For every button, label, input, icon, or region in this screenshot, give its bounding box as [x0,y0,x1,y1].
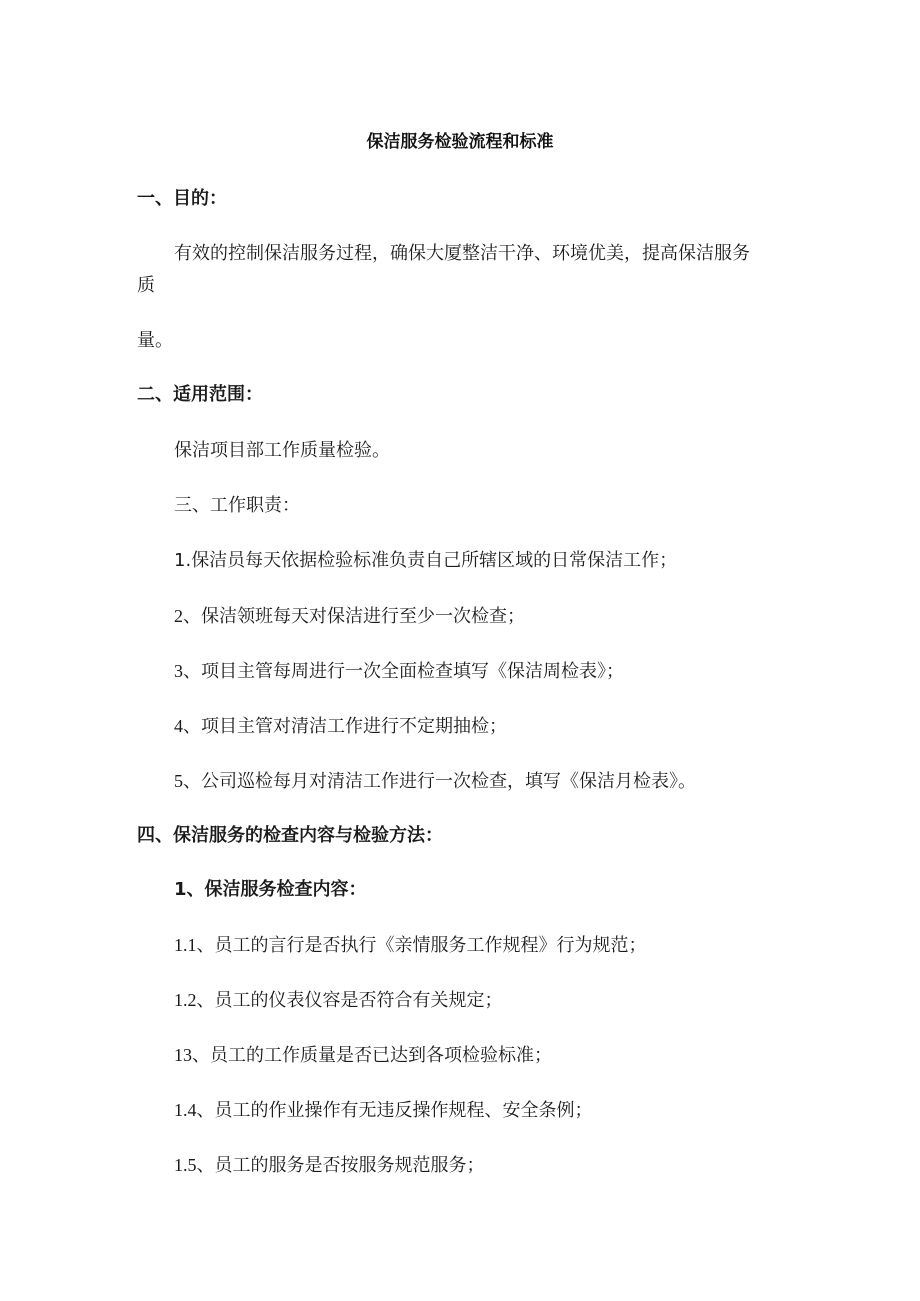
section-heading-inspection: 四、保洁服务的检查内容与检验方法： [137,825,443,846]
inspection-item-number: 1.4 [174,1100,197,1120]
section-heading-purpose: 一、目的： [137,188,227,209]
inspection-item-text: 、员工的仪表仪容是否符合有关规定； [196,990,503,1011]
duty-item [174,769,696,794]
subheading-inspection-content: 1、保洁服务检查内容： [174,879,367,900]
duty-item-number: 3、 [174,661,201,681]
inspection-item-number: 1.5 [174,1155,197,1175]
duty-item-number: 5、 [174,771,201,791]
duty-item [174,549,677,573]
duty-item-number: 4、 [174,716,201,736]
purpose-paragraph-line-2: 质 [137,275,155,296]
section-heading-scope: 二、适用范围： [137,384,263,405]
duty-item [174,714,507,739]
scope-paragraph: 保洁项目部工作质量检验。 [174,440,390,461]
inspection-item-text: 、员工的作业操作有无违反操作规程、安全条例； [196,1100,593,1121]
inspection-item [174,1153,485,1178]
duty-item [174,604,525,629]
duty-item-number: 2、 [174,606,201,626]
inspection-item-number: 13 [174,1045,192,1065]
purpose-paragraph-line-1: 有效的控制保洁服务过程，确保大厦整洁干净、环境优美，提高保洁服务 [174,243,750,264]
inspection-item [174,988,503,1013]
duty-item [174,659,624,684]
inspection-item-text: 、员工的言行是否执行《亲情服务工作规程》行为规范； [196,935,647,956]
duty-item-text: 公司巡检每月对清洁工作进行一次检查，填写《保洁月检表》。 [201,771,696,792]
duty-item-text: 保洁领班每天对保洁进行至少一次检查； [201,606,525,627]
document-title: 保洁服务检验流程和标准 [366,132,554,152]
duty-item-number: 1. [174,550,192,571]
inspection-item [174,1043,552,1068]
duty-item-text: 项目主管每周进行一次全面检查填写《保洁周检表》； [201,661,624,682]
inspection-item [174,1098,593,1123]
inspection-item-number: 1.2 [174,990,197,1010]
inspection-item [174,933,647,958]
inspection-item-text: 、员工的工作质量是否已达到各项检验标准； [192,1045,552,1066]
duty-item-text: 保洁员每天依据检验标准负责自己所辖区域的日常保洁工作； [191,550,678,571]
inspection-item-text: 、员工的服务是否按服务规范服务； [196,1155,485,1176]
duty-item-text: 项目主管对清洁工作进行不定期抽检； [201,716,507,737]
purpose-paragraph-line-3: 量。 [137,330,173,351]
section-heading-duties: 三、工作职责： [174,495,300,516]
inspection-item-number: 1.1 [174,935,197,955]
